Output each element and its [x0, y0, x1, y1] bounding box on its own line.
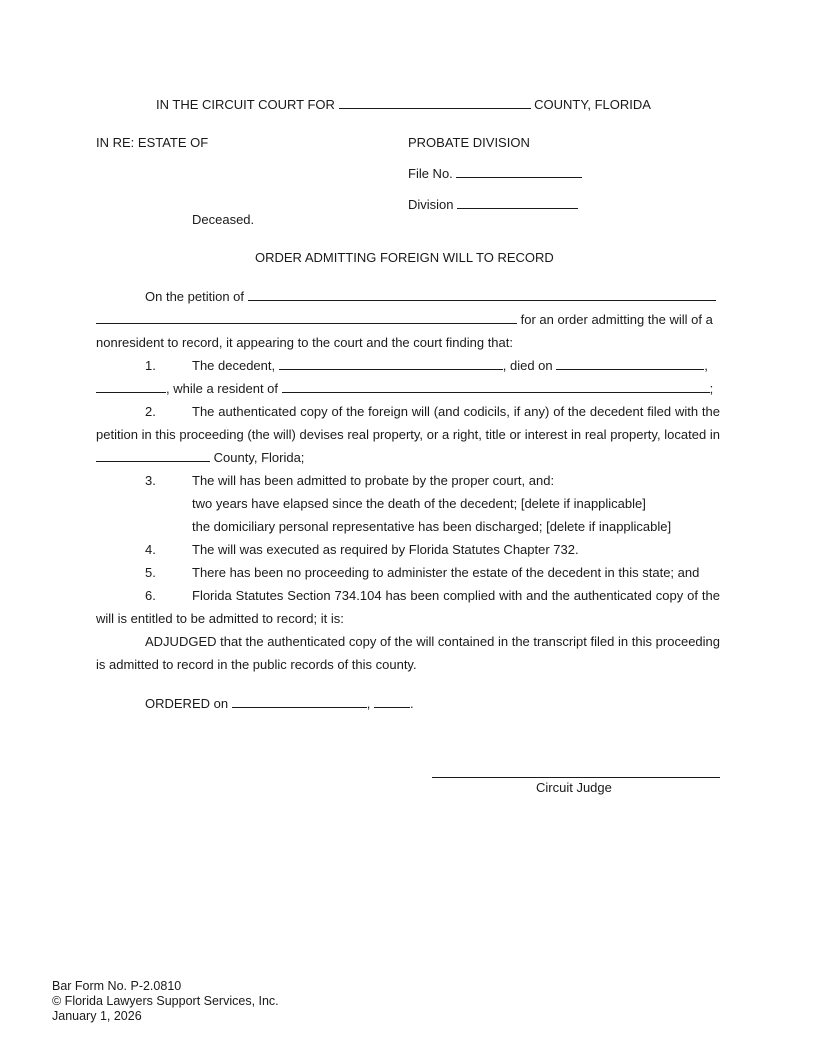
division-row: [408, 197, 578, 212]
petitioner-name-blank-2[interactable]: [96, 312, 517, 324]
decedent-label: The decedent,: [192, 358, 276, 373]
item-1-line-1: The decedent, , died on ,: [192, 358, 708, 373]
petition-line-2: [96, 312, 713, 327]
item-3-option-a: two years have elapsed since the death of the decedent; [delete if inapplicable]: [192, 496, 646, 511]
item-6-line-2: will is entitled to be admitted to record; it is:: [96, 611, 344, 626]
item-2-line-2: petition in this proceeding (the will) devises real property, or a right, title or interest in real property, located in: [96, 427, 720, 442]
adjudged-line-2: is admitted to record in the public records of this county.: [96, 657, 417, 672]
item-3-text: The will has been admitted to probate by the proper court, and:: [192, 473, 555, 488]
form-date: January 1, 2026: [52, 1009, 142, 1023]
finding-line: nonresident to record, it appearing to the court and the court finding that:: [96, 335, 513, 350]
deceased-label: Deceased.: [192, 212, 255, 227]
ordered-line: ORDERED on , .: [145, 696, 414, 711]
item-2-line-1: The authenticated copy of the foreign will (and codicils, if any) of the decedent filed with the: [192, 404, 720, 419]
property-county-blank[interactable]: [96, 450, 210, 462]
judge-signature-line[interactable]: [432, 777, 720, 778]
document-title: ORDER ADMITTING FOREIGN WILL TO RECORD: [255, 250, 554, 265]
file-no-row: [408, 166, 582, 181]
county-suffix: COUNTY, FLORIDA: [534, 97, 651, 112]
adjudged-line-1: ADJUDGED that the authenticated copy of the will contained in the transcript filed in this proceeding: [145, 634, 720, 649]
death-year-blank[interactable]: [96, 381, 166, 393]
ordered-label: ORDERED on: [145, 696, 229, 711]
died-on-label: , died on: [502, 358, 553, 373]
item-1-line-2: , while a resident of ;: [96, 381, 713, 396]
county-name-blank[interactable]: [339, 97, 531, 109]
petition-prefix: On the petition of: [145, 289, 245, 304]
decedent-name-blank[interactable]: [279, 358, 503, 370]
file-no-blank[interactable]: [456, 166, 582, 178]
petitioner-name-blank[interactable]: [248, 289, 716, 301]
petition-line-1: [145, 289, 716, 304]
item-6-number: 6.: [145, 588, 156, 603]
probate-division-title: PROBATE DIVISION: [408, 135, 530, 150]
form-footer: [52, 979, 279, 1024]
copyright-notice: © Florida Lawyers Support Services, Inc.: [52, 994, 279, 1008]
bar-form-number: Bar Form No. P-2.0810: [52, 979, 182, 993]
item-4-text: The will was executed as required by Florida Statutes Chapter 732.: [192, 542, 579, 557]
file-no-label: File No.: [408, 166, 453, 181]
court-header: [156, 97, 651, 112]
death-date-blank[interactable]: [556, 358, 704, 370]
division-label: Division: [408, 197, 454, 212]
item-5-text: There has been no proceeding to administer the estate of the decedent in this state; and: [192, 565, 700, 580]
item-3-option-b: the domiciliary personal representative has been discharged; [delete if inapplicable]: [192, 519, 672, 534]
item-4-number: 4.: [145, 542, 156, 557]
county-florida-label: County, Florida;: [213, 450, 305, 465]
order-date-blank[interactable]: [232, 696, 367, 708]
item-3-number: 3.: [145, 473, 156, 488]
item-6-line-1: Florida Statutes Section 734.104 has been complied with and the authenticated copy of the: [192, 588, 720, 603]
item-2-line-3: [96, 450, 304, 465]
estate-caption: IN RE: ESTATE OF: [96, 135, 209, 150]
petition-suffix: for an order admitting the will of a: [520, 312, 713, 327]
court-prefix: IN THE CIRCUIT COURT FOR: [156, 97, 335, 112]
order-year-blank[interactable]: [374, 696, 410, 708]
division-blank[interactable]: [457, 197, 578, 209]
residence-blank[interactable]: [282, 381, 710, 393]
circuit-judge-label: Circuit Judge: [536, 780, 612, 795]
item-2-number: 2.: [145, 404, 156, 419]
item-5-number: 5.: [145, 565, 156, 580]
item-1-number: 1.: [145, 358, 156, 373]
resident-of-label: , while a resident of: [166, 381, 279, 396]
